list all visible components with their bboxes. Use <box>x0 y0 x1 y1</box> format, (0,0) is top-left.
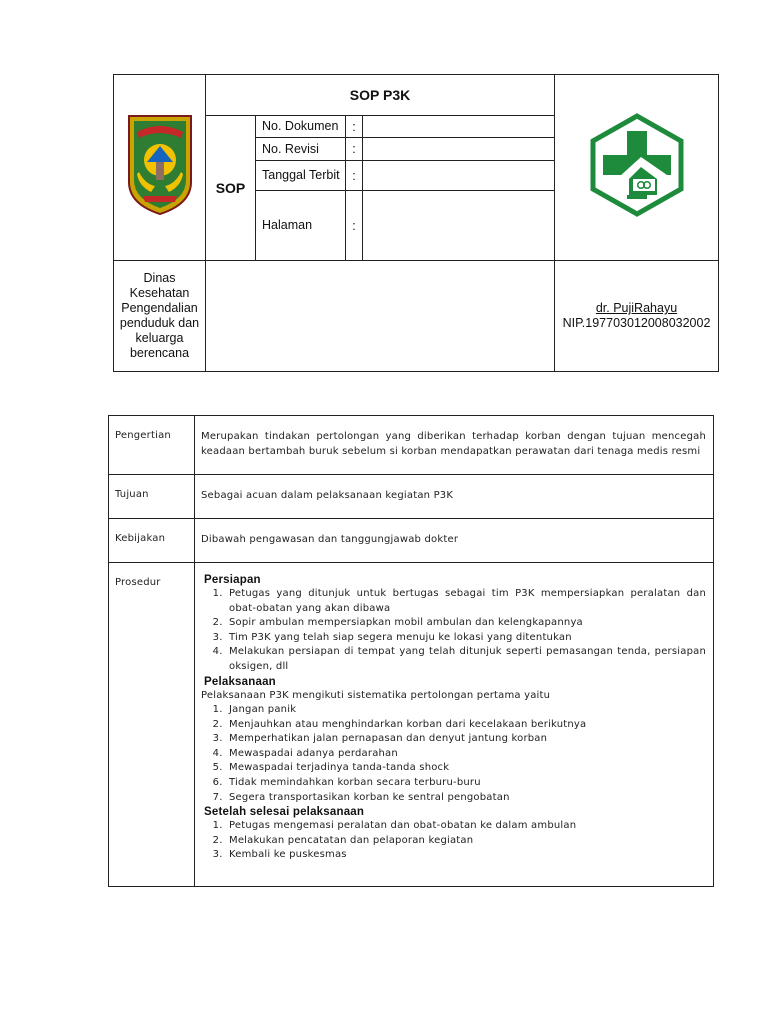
signature-block <box>555 261 719 372</box>
field-colon: : <box>346 116 363 138</box>
list-item: 5. Mewaspadai terjadinya tanda-tanda shock <box>226 761 706 776</box>
persiapan-heading: Persiapan <box>204 574 261 586</box>
list-item: 3. Memperhatikan jalan pernapasan dan denyut jantung korban <box>226 732 706 747</box>
field-label-tanggal-terbit: Tanggal Terbit <box>256 161 346 191</box>
health-cross-icon <box>589 113 685 217</box>
section-label-kebijakan: Kebijakan <box>109 519 195 563</box>
signer-nip: NIP.197703012008032002 <box>562 316 711 330</box>
list-item: 7. Segera transportasikan korban ke sentral pengobatan <box>226 791 706 806</box>
list-item: 4. Mewaspadai adanya perdarahan <box>226 747 706 762</box>
list-item: 2. Melakukan pencatatan dan pelaporan kegiatan <box>226 834 706 849</box>
list-item: 3. Tim P3K yang telah siap segera menuju ke lokasi yang ditentukan <box>226 631 706 646</box>
field-value-no-revisi <box>363 138 555 161</box>
sop-content-table <box>108 415 714 887</box>
persiapan-list <box>201 587 706 675</box>
pelaksanaan-heading: Pelaksanaan <box>204 675 276 688</box>
list-item: 1. Petugas mengemasi peralatan dan obat-obatan ke dalam ambulan <box>226 819 706 834</box>
list-item: 2. Menjauhkan atau menghindarkan korban dari kecelakaan berikutnya <box>226 718 706 733</box>
signer-name: dr. PujiRahayu <box>595 301 678 315</box>
field-colon: : <box>346 161 363 191</box>
field-value-halaman <box>363 191 555 261</box>
list-item: 1. Petugas yang ditunjuk untuk bertugas sebagai tim P3K mempersiapkan peralatan dan obat-obatan yang akan dibawa <box>226 587 706 616</box>
section-label-tujuan: Tujuan <box>109 475 195 519</box>
empty-cell <box>206 261 555 372</box>
section-text-pengertian: Merupakan tindakan pertolongan yang diberikan terhadap korban dengan tujuan mencegah keadaan bertambah buruk sebelum si korban mendapatkan perawatan dari tenaga medis resmi <box>195 416 714 475</box>
section-text-tujuan: Sebagai acuan dalam pelaksanaan kegiatan P3K <box>195 475 714 519</box>
sop-label: SOP <box>206 116 256 261</box>
sop-title: SOP P3K <box>206 75 555 116</box>
field-colon: : <box>346 138 363 161</box>
field-label-no-revisi: No. Revisi <box>256 138 346 161</box>
pelaksanaan-intro: Pelaksanaan P3K mengikuti sistematika pertolongan pertama yaitu <box>201 689 551 701</box>
list-item: 4. Melakukan persiapan di tempat yang telah ditunjuk seperti pemasangan tenda, persiapan oksigen, dll <box>226 645 706 674</box>
regional-crest-logo <box>114 75 206 261</box>
department-name: Dinas Kesehatan Pengendalian penduduk dan keluarga berencana <box>114 261 206 372</box>
field-label-halaman: Halaman <box>256 191 346 261</box>
section-label-pengertian: Pengertian <box>109 416 195 475</box>
sop-header-table <box>113 74 719 372</box>
list-item: 6. Tidak memindahkan korban secara terburu-buru <box>226 776 706 791</box>
field-value-no-dokumen <box>363 116 555 138</box>
field-colon: : <box>346 191 363 261</box>
list-item: 2. Sopir ambulan mempersiapkan mobil ambulan dan kelengkapannya <box>226 616 706 631</box>
section-label-prosedur: Prosedur <box>109 563 195 887</box>
pelaksanaan-list <box>201 703 706 805</box>
list-item: 1. Jangan panik <box>226 703 706 718</box>
crest-icon <box>125 112 195 218</box>
section-text-kebijakan: Dibawah pengawasan dan tanggungjawab dokter <box>195 519 714 563</box>
field-value-tanggal-terbit <box>363 161 555 191</box>
setelah-list <box>201 819 706 863</box>
section-prosedur <box>195 563 714 887</box>
field-label-no-dokumen: No. Dokumen <box>256 116 346 138</box>
puskesmas-logo <box>555 75 719 261</box>
list-item: 3. Kembali ke puskesmas <box>226 848 706 863</box>
setelah-heading: Setelah selesai pelaksanaan <box>204 806 365 819</box>
